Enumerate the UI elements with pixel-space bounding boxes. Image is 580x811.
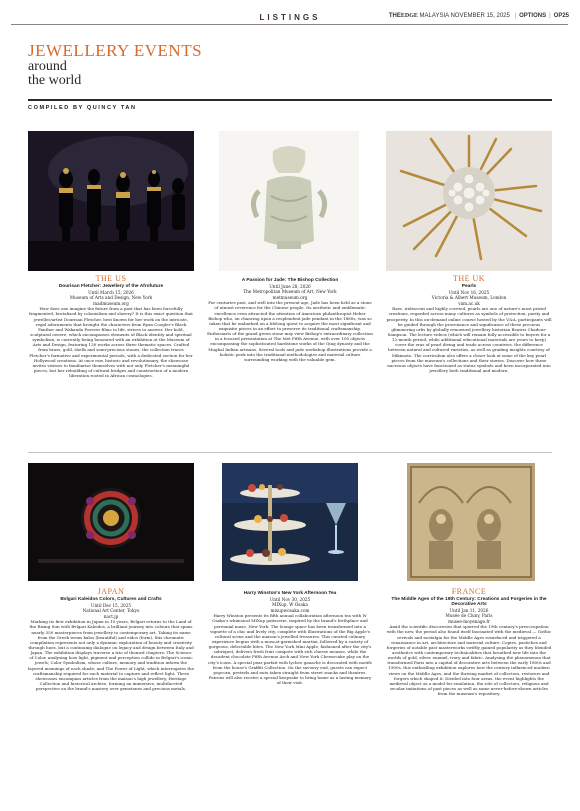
listing-venue: The Metropolitan Museum of Art, New York bbox=[243, 289, 337, 295]
listing-body: Marking its first exhibition in Japan in 10 years, Bvlgari returns to the Land of the Rising Sun with Bvlgari Kaleidos, a brilliant journey into colours that spans nearly 350 masterpieces from jewellery to contemporary art. Taking its name from the Greek terms kalos (beautiful) and eidos (form), this chromatic compilation represents not only a dynamic exploration of beauty and creativity through hues, but a continuing dialogue on legacy and design between Italy and Japan. The exhibition displays traverse a trio of themed chapters: The Science of Color, analysing how light, pigment and perception collide in Bvlgari's iconic jewels; Color Symbolism, whose culture, memory and tradition inform the layered meanings of each shade; and The Power of Light, which interrogates the craftsmanship required for each material to capture and reflect light. These showcases encompass articles from the maison's high jewellery, Heritage Collection and historical archive, forming an immersive, multifaceted perspective on the brand's mastery over gemstones and precious metals. bbox=[28, 619, 194, 692]
listing-body: Harry Winston presents its fifth annual collaboration afternoon tea with W Osaka's whimsical MIXup patisserie, inspired by the brand's birthplace and perennial muse, New York. The lounge space has been transformed into a vignette of a chic and lively city, complete with illustrations of the Big Apple's cultural scene and the maison's jewelled treasures. This curated culinary experience begins with a muscat-garnished martini, followed by a variety of gorgeous, delectable bites. The New York Mini Apple, fashioned after the city's sobriquet, delivers fresh fruit compote with rich cheese mousse, while the decadent chocolate Fifth Avenue Arch and New York Cheesecake play on the city's icons. A special pear parfait with lychee ganache is decorated with motifs from the house's Graffiti Collection. On the savoury end, guests can expect popcorn, pretzels and nuts taken straight from street snacks and theatres. Patrons will also receive a special keepsake to bring home as a lasting memory of their visit. bbox=[208, 613, 372, 686]
listing-url[interactable]: mixupwosaka.com bbox=[270, 607, 310, 613]
listing-url[interactable]: metmuseum.org bbox=[272, 294, 308, 300]
brand-prefix: THE bbox=[388, 13, 401, 19]
brand-name: EDGE bbox=[400, 13, 418, 19]
headline-main: JEWELLERY EVENTS bbox=[28, 41, 203, 60]
top-rule bbox=[11, 24, 568, 25]
region-uk: THE UK bbox=[452, 274, 486, 283]
listing-venue: MIXup, W Osaka bbox=[272, 602, 308, 608]
listing-title: Harry Winston's New York Afternoon Tea bbox=[243, 591, 337, 596]
row-divider bbox=[28, 452, 552, 453]
listing-title: The Middle Ages of the 19th Century: Creations and Forgeries in the Decorative Arts bbox=[391, 597, 547, 607]
byline: COMPILED BY QUINCY TAN bbox=[28, 105, 137, 111]
page-number: OP25 bbox=[553, 13, 569, 19]
listing-title: Dourisan Fletcher: Jewellery of the Afrofuture bbox=[58, 284, 164, 289]
listing-title: Pearls bbox=[461, 284, 477, 289]
afternoon-tea-photo bbox=[222, 463, 358, 581]
bvlgari-exhibition-photo bbox=[28, 463, 194, 581]
headline-world: the world bbox=[28, 73, 82, 88]
listing-body: How does one imagine the future from a past that has been forcefully fragmented, brutalised by colonialism and slavery? It is this exact question that jeweller/artist Dourisan Fletcher, best known for her work on the intricate, regal adornments that brought the characters from Ryan Coogler's Black Panther and Wakanda Forever films to life, strives to answer. Her bold, sculptural oeuvre, which encompasses elements of Black identity and spiritual symbolism, is currently being honoured with an exhibition at the Museum of Arts and Design, featuring 130 works across three thematic spaces. Crafted from brass, gold, shells and semi-precious stones, the collection traces Fletcher's formative and experimental periods, with a dedicated section for her Hollywood creations. At once raw, historic and revolutionary, the showcase invites visitors to familiarise themselves with not only Fletcher's meaningful pieces, but her rebuilding of cultural bridges and construction of a modern liberation rooted in African cosmologies. bbox=[29, 306, 193, 379]
region-us: THE US bbox=[95, 274, 127, 283]
headline-rule bbox=[28, 99, 552, 101]
issue-date: NOVEMBER 15, 2025 bbox=[450, 13, 510, 19]
listing-body: Rare, iridescent and highly coveted, pearls are one of nature's most prized creations, regarded across many cultures as symbols of protection, purity and prosperity. In this on-demand online course hosted by the V&A, participants will be guided through the provenance and significance of these precious glimmering orbs by globally renowned jewellery historian Beatriz Chadour-Sampson. The lecture videos (which will remain fully accessible to buyers for a 12-month period, while additional educational materials are yours to keep) cover the eras of pearl diving and trade across countries, the difference between natural and cultured varieties, as well as grading insights courtesy of Mikimoto. The curriculum also offers a closer look at some of the key pearl pieces from the museum's collections and their stories. Discover how these nacreous objects have functioned as status symbols and been incorporated into jewellery both traditional and modern. bbox=[386, 306, 552, 374]
fletcher-exhibition-photo bbox=[28, 131, 194, 271]
listing-venue: Musée de Cluny, Paris bbox=[445, 613, 493, 619]
publication-info: THEEDGE MALAYSIA NOVEMBER 15, 2025 | OPTIONS | OP25 bbox=[388, 13, 569, 19]
listing-venue: Museum of Arts and Design, New York bbox=[69, 295, 153, 301]
pearl-brooch-photo bbox=[386, 131, 552, 271]
brand-suffix: MALAYSIA bbox=[419, 13, 449, 19]
jade-vessel-photo bbox=[219, 131, 359, 271]
section-name: OPTIONS bbox=[519, 13, 547, 19]
listing-dates: Until June 28, 2026 bbox=[269, 284, 311, 289]
listing-title: A Passion for Jade: The Bishop Collection bbox=[241, 278, 339, 283]
listing-title: Bvlgari Kaleidos Colors, Cultures and Crafts bbox=[60, 597, 162, 602]
listing-url[interactable]: nact.jp bbox=[103, 613, 119, 619]
listing-url[interactable]: musee-moyenage.fr bbox=[448, 618, 490, 624]
cluny-relief-photo bbox=[407, 463, 535, 581]
region-france: FRANCE bbox=[451, 587, 487, 596]
listing-body: For centuries past, and well into the present age, Jade has been held as a stone of utmost reverence for the Chinese people. Its aesthetic and emblematic excellence even attracted the attention of American philanthropist Heber Bishop who, on chancing upon a resplendent jade pendant in the 1880s, was so taken that he embarked on a lifelong quest to acquire the most significant and exquisite pieces in an effort to preserve its traditional craftsmanship. Enthusiasts of the grand green stone may view Bishop's extraordinary collection in a focused presentation at The Met Fifth Avenue, with over 100 objects encompassing the sophisticated hardstone works of the Qing dynasty and the Mughal Indian artisans. Several tools and jade workshop illustrations provide a holistic peek into the traditional methodologies and material culture surrounding working with the valuable gem. bbox=[207, 300, 373, 362]
listing-url[interactable]: vam.ac.uk bbox=[458, 300, 480, 306]
listing-dates: Until Dec 15, 2025 bbox=[90, 603, 132, 608]
listing-dates: Until Nov 30, 2025 bbox=[269, 597, 311, 602]
listing-url[interactable]: madmuseum.org bbox=[93, 300, 129, 306]
listing-dates: Until Nov 16, 2025 bbox=[448, 290, 490, 295]
listing-venue: National Art Center, Tokyo bbox=[82, 608, 140, 614]
headline-around: around bbox=[28, 59, 67, 74]
listing-dates: Until March 15, 2026 bbox=[88, 290, 134, 295]
listing-body: Amid the scientific discoveries that spurred the 19th century's preoccupation with the new, the period also found itself fascinated with the medieval — Gothic revivals and nostalgia for the Middle Ages resurfaced and triggered a renaissance in art, architecture and material culture. Copies, pastiches and forgeries of notable past masterworks swiftly gained popularity as they blended aesthetics with contemporary technicalities that breathed new life into the worlds of gold, silver, enamel, ivory and fabric. Analysing the phenomenon that transformed Paris into a capital of decorative arts between the early 1800s and 1900s, this enthralling exhibition explores how the century influenced modern views on the Middle Ages, and the thriving market of collectors, restorers and forgers which shaped it. Divided into four areas, the event highlights the medieval object as a model for emulation, the role of collectors, religious and secular imitations of past pieces as well as some never-before-shown articles from the museum's repository. bbox=[386, 624, 552, 697]
section-label: LISTINGS bbox=[259, 13, 321, 22]
listing-venue: Victoria & Albert Museum, London bbox=[431, 295, 507, 301]
region-japan: JAPAN bbox=[97, 587, 125, 596]
listing-dates: Until Jan 11, 2026 bbox=[449, 608, 489, 613]
